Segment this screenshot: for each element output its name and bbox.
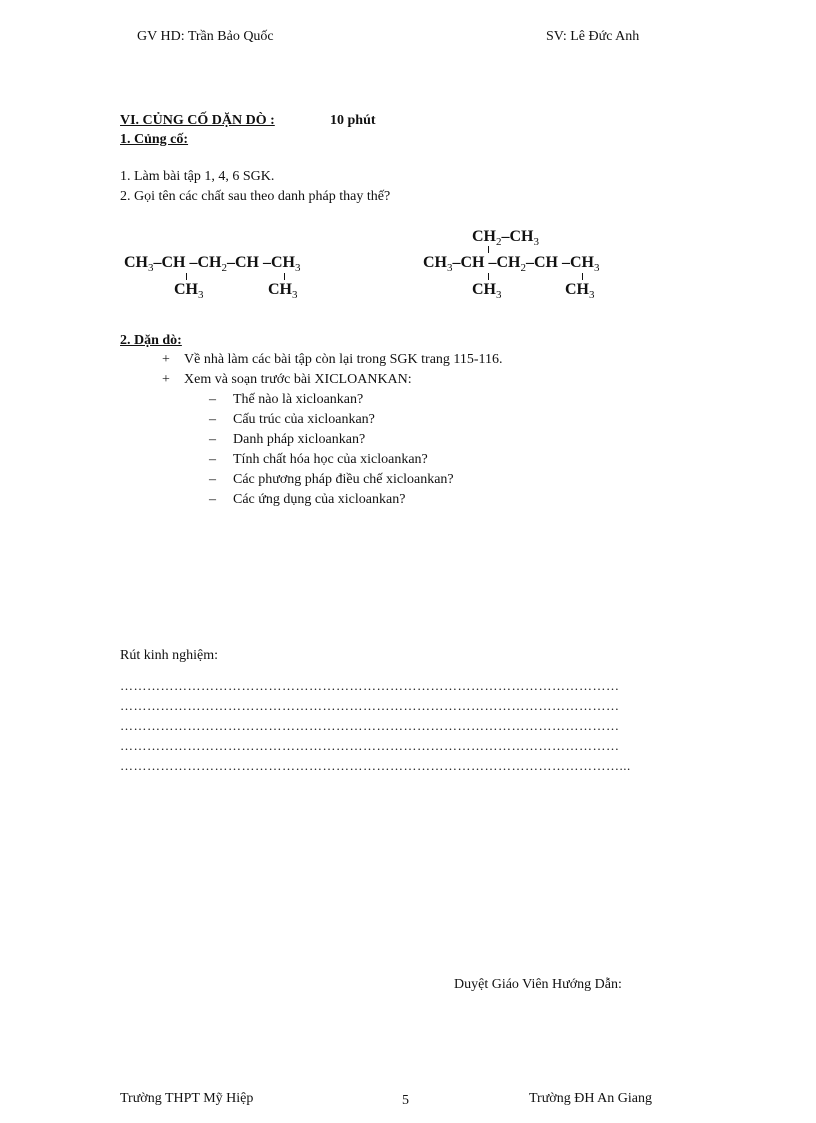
dotted-line: ………………………………………………………………………………………………… — [120, 698, 620, 713]
formula1-main-chain: $CH_3-CH$ $-CH_2-CH$ $-CH_3$ — [124, 254, 301, 274]
dotted-line: …………………………………………………………………………………………………... — [120, 758, 631, 773]
list-item: – Tính chất hóa học của xicloankan? — [209, 452, 428, 467]
dotted-line: ………………………………………………………………………………………………… — [120, 738, 620, 753]
approval-label: Duyệt Giáo Viên Hướng Dẫn: — [454, 977, 622, 992]
dash-bullet: – — [209, 492, 216, 507]
list-item: – Danh pháp xicloankan? — [209, 432, 366, 447]
footer-school-left: Trường THPT Mỹ Hiệp — [120, 1091, 254, 1106]
section-title: VI. CỦNG CỐ DẶN DÒ : — [120, 113, 275, 128]
bond-line — [186, 273, 187, 280]
experience-label: Rút kinh nghiệm: — [120, 648, 218, 663]
task-item: 1. Làm bài tập 1, 4, 6 SGK. — [120, 169, 275, 184]
bond-line — [582, 273, 583, 280]
formula2-branch: $CH_3$ — [565, 281, 595, 301]
header-student: SV: Lê Đức Anh — [546, 29, 640, 44]
dash-bullet: – — [209, 472, 216, 487]
subsection-homework: 2. Dặn dò: — [120, 333, 182, 348]
footer-school-right: Trường ĐH An Giang — [529, 1091, 652, 1106]
bond-line — [284, 273, 285, 280]
list-item: – Các ứng dụng của xicloankan? — [209, 492, 406, 507]
page-number: 5 — [402, 1093, 409, 1108]
formula2-top-branch: $CH_2-CH_3$ — [472, 228, 539, 248]
bond-line — [488, 273, 489, 280]
plus-bullet: + — [162, 372, 170, 387]
dash-bullet: – — [209, 412, 216, 427]
task-item: 2. Gọi tên các chất sau theo danh pháp thay thế? — [120, 189, 391, 204]
formula2-branch: $CH_3$ — [472, 281, 502, 301]
list-item: + Xem và soạn trước bài XICLOANKAN: — [162, 372, 412, 387]
header-teacher: GV HD: Trần Bảo Quốc — [137, 29, 274, 44]
section-time: 10 phút — [330, 113, 376, 128]
dash-bullet: – — [209, 392, 216, 407]
plus-bullet: + — [162, 352, 170, 367]
formula1-branch: $CH_3$ — [174, 281, 204, 301]
dotted-line: ………………………………………………………………………………………………… — [120, 718, 620, 733]
list-item: + Về nhà làm các bài tập còn lại trong SGK trang 115-116. — [162, 352, 503, 367]
dash-bullet: – — [209, 432, 216, 447]
list-item: – Thế nào là xicloankan? — [209, 392, 364, 407]
dotted-line: ………………………………………………………………………………………………… — [120, 678, 620, 693]
list-item: – Các phương pháp điều chế xicloankan? — [209, 472, 454, 487]
bond-line — [488, 246, 489, 253]
subsection-consolidation: 1. Củng cố: — [120, 132, 189, 147]
formula1-branch: $CH_3$ — [268, 281, 298, 301]
formula2-main-chain: $CH_3-CH$ $-CH_2-CH$ $-CH_3$ — [423, 254, 600, 274]
dash-bullet: – — [209, 452, 216, 467]
list-item: – Cấu trúc của xicloankan? — [209, 412, 375, 427]
